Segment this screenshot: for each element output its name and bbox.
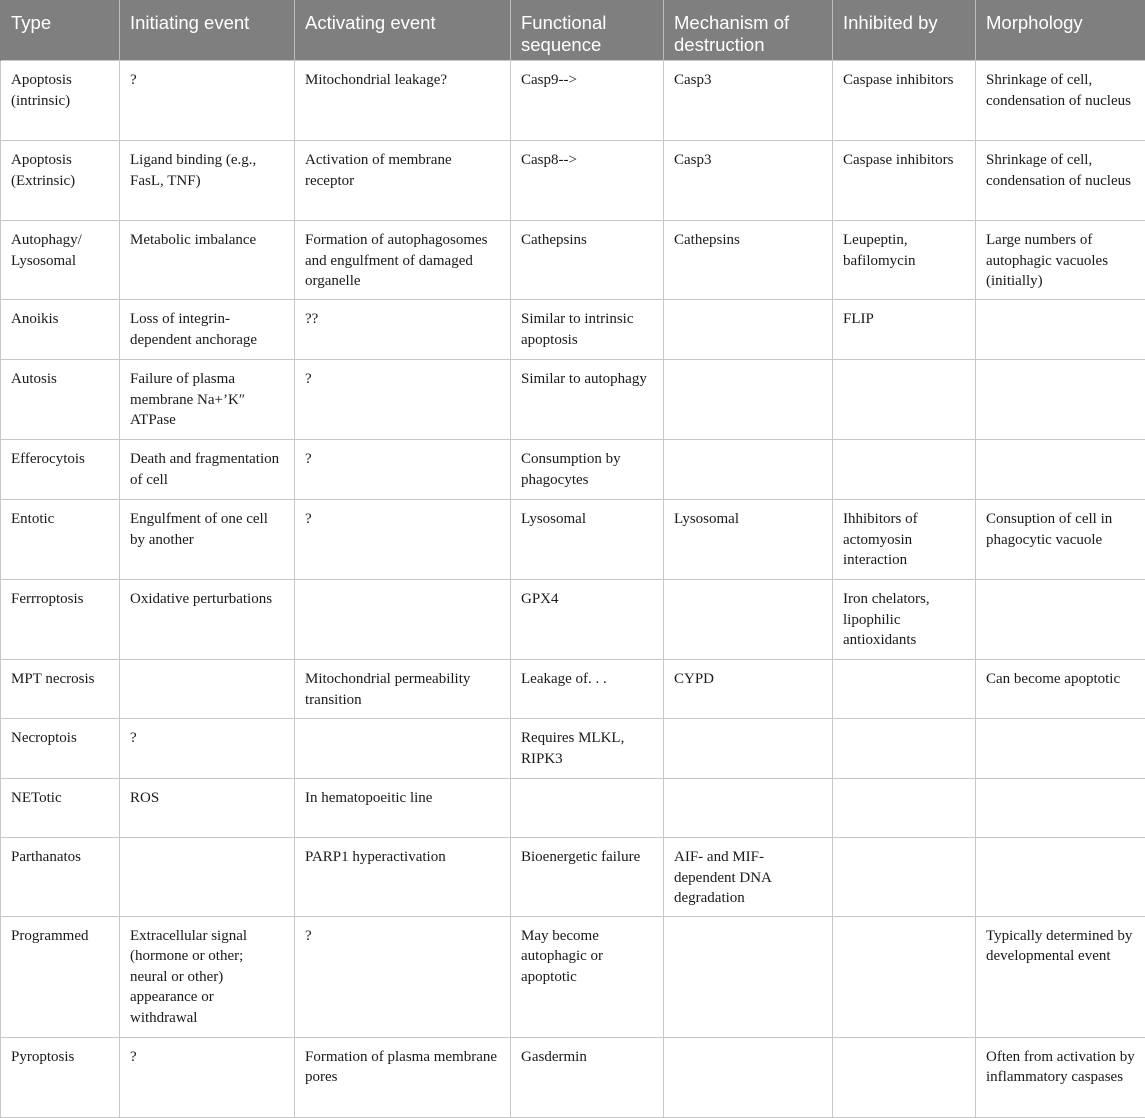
header-functional-sequence: Functional sequence [511,0,664,61]
cell-initiating-event: Extracellular signal (hormone or other; neural or other) appearance or withdrawal [120,916,295,1037]
table-row [1,779,1145,838]
cell-mechanism-of-destruction [664,719,833,779]
cell-initiating-event: Metabolic imbalance [120,221,295,300]
cell-inhibited-by [833,440,976,500]
cell-inhibited-by: Iron chelators, lipophilic antioxidants [833,580,976,660]
cell-functional-sequence: GPX4 [511,580,664,660]
cell-functional-sequence: Casp9--> [511,61,664,141]
table-row [1,916,1145,1037]
cell-type: Ferrroptosis [1,580,120,660]
cell-mechanism-of-destruction [664,1037,833,1117]
cell-morphology [976,779,1145,838]
cell-activating-event: Activation of membrane receptor [295,141,511,221]
table-row [1,300,1145,360]
header-mechanism-of-destruction: Mechanism of destruction [664,0,833,61]
cell-initiating-event: Failure of plasma membrane Na+’K″ ATPase [120,360,295,440]
cell-inhibited-by [833,779,976,838]
cell-activating-event: ? [295,500,511,580]
header-type: Type [1,0,120,61]
cell-morphology: Often from activation by inflammatory caspases [976,1037,1145,1117]
table-row [1,660,1145,719]
cell-activating-event: Mitochondrial permeability transition [295,660,511,719]
cell-activating-event [295,719,511,779]
cell-type: Parthanatos [1,838,120,917]
table-body [1,61,1145,1118]
cell-type: Efferocytois [1,440,120,500]
cell-morphology: Consuption of cell in phagocytic vacuole [976,500,1145,580]
cell-functional-sequence: Casp8--> [511,141,664,221]
cell-initiating-event: Death and fragmentation of cell [120,440,295,500]
cell-morphology [976,360,1145,440]
table-row [1,141,1145,221]
header-activating-event: Activating event [295,0,511,61]
table-row [1,221,1145,300]
header-morphology: Morphology [976,0,1145,61]
cell-initiating-event: ? [120,719,295,779]
cell-mechanism-of-destruction [664,300,833,360]
cell-functional-sequence: Consumption by phagocytes [511,440,664,500]
cell-functional-sequence: Bioenergetic failure [511,838,664,917]
cell-morphology [976,838,1145,917]
cell-mechanism-of-destruction: CYPD [664,660,833,719]
cell-initiating-event: Loss of integrin-dependent anchorage [120,300,295,360]
cell-type: Autosis [1,360,120,440]
cell-morphology: Shrinkage of cell, condensation of nucleus [976,61,1145,141]
cell-functional-sequence [511,779,664,838]
header-inhibited-by: Inhibited by [833,0,976,61]
cell-functional-sequence: Similar to intrinsic apoptosis [511,300,664,360]
cell-inhibited-by [833,916,976,1037]
cell-type: Apoptosis (Extrinsic) [1,141,120,221]
cell-morphology: Large numbers of autophagic vacuoles (initially) [976,221,1145,300]
cell-inhibited-by [833,838,976,917]
cell-activating-event: Formation of plasma membrane pores [295,1037,511,1117]
cell-type: Apoptosis (intrinsic) [1,61,120,141]
cell-functional-sequence: Lysosomal [511,500,664,580]
cell-morphology [976,580,1145,660]
cell-type: Anoikis [1,300,120,360]
cell-initiating-event: ? [120,61,295,141]
table-row [1,440,1145,500]
cell-functional-sequence: Cathepsins [511,221,664,300]
table-row [1,360,1145,440]
cell-activating-event: In hematopoeitic line [295,779,511,838]
cell-initiating-event: ROS [120,779,295,838]
header-initiating-event: Initiating event [120,0,295,61]
cell-mechanism-of-destruction [664,440,833,500]
cell-inhibited-by [833,360,976,440]
cell-type: Autophagy/ Lysosomal [1,221,120,300]
cell-functional-sequence: Similar to autophagy [511,360,664,440]
cell-activating-event: Formation of autophagosomes and engulfment of damaged organelle [295,221,511,300]
cell-inhibited-by [833,660,976,719]
cell-activating-event: Mitochondrial leakage? [295,61,511,141]
cell-activating-event: ? [295,440,511,500]
cell-morphology: Can become apoptotic [976,660,1145,719]
cell-inhibited-by: Caspase inhibitors [833,61,976,141]
cell-mechanism-of-destruction [664,779,833,838]
cell-type: Necroptois [1,719,120,779]
cell-functional-sequence: May become autophagic or apoptotic [511,916,664,1037]
cell-activating-event [295,580,511,660]
cell-mechanism-of-destruction: Casp3 [664,61,833,141]
cell-activating-event: ? [295,360,511,440]
table-row [1,500,1145,580]
cell-initiating-event: ? [120,1037,295,1117]
cell-initiating-event: Engulfment of one cell by another [120,500,295,580]
cell-activating-event: ? [295,916,511,1037]
cell-inhibited-by: Ihhibitors of actomyosin interaction [833,500,976,580]
table-row [1,61,1145,141]
cell-functional-sequence: Gasdermin [511,1037,664,1117]
cell-functional-sequence: Requires MLKL, RIPK3 [511,719,664,779]
cell-inhibited-by: Leupeptin, bafilomycin [833,221,976,300]
cell-functional-sequence: Leakage of. . . [511,660,664,719]
cell-mechanism-of-destruction [664,360,833,440]
cell-morphology [976,719,1145,779]
table-row [1,580,1145,660]
cell-inhibited-by: Caspase inhibitors [833,141,976,221]
cell-inhibited-by [833,719,976,779]
cell-morphology [976,440,1145,500]
cell-type: MPT necrosis [1,660,120,719]
cell-activating-event: ?? [295,300,511,360]
cell-mechanism-of-destruction [664,580,833,660]
cell-morphology: Typically determined by developmental event [976,916,1145,1037]
cell-initiating-event: Ligand binding (e.g., FasL, TNF) [120,141,295,221]
cell-activating-event: PARP1 hyperactivation [295,838,511,917]
cell-mechanism-of-destruction: Lysosomal [664,500,833,580]
cell-type: Pyroptosis [1,1037,120,1117]
cell-initiating-event [120,660,295,719]
cell-initiating-event [120,838,295,917]
cell-morphology: Shrinkage of cell, condensation of nucleus [976,141,1145,221]
cell-inhibited-by: FLIP [833,300,976,360]
header-row [1,0,1145,61]
cell-mechanism-of-destruction: Cathepsins [664,221,833,300]
cell-mechanism-of-destruction: Casp3 [664,141,833,221]
cell-mechanism-of-destruction [664,916,833,1037]
cell-type: Programmed [1,916,120,1037]
table-row [1,838,1145,917]
cell-inhibited-by [833,1037,976,1117]
cell-type: Entotic [1,500,120,580]
cell-type: NETotic [1,779,120,838]
table-row [1,1037,1145,1117]
table-row [1,719,1145,779]
cell-morphology [976,300,1145,360]
cell-mechanism-of-destruction: AIF- and MIF-dependent DNA degradation [664,838,833,917]
cell-initiating-event: Oxidative perturbations [120,580,295,660]
